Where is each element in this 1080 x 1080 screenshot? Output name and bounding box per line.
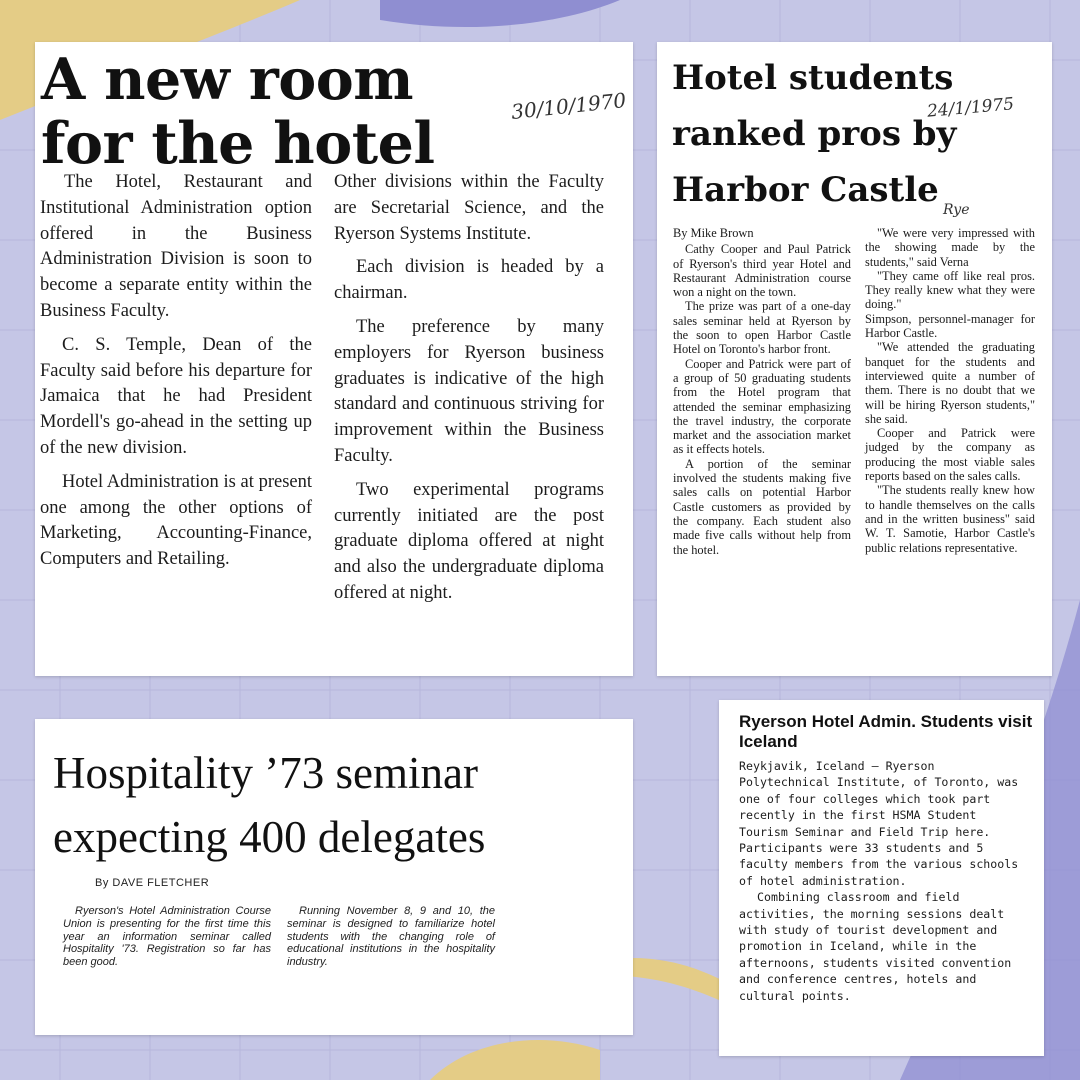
paragraph: Other divisions within the Faculty are Secretarial Science, and the Ryerson Systems Institute.: [334, 172, 604, 244]
article-column-left: [673, 226, 851, 557]
paragraph: "We were very impressed with the showing made by the students," said Verna: [865, 226, 1035, 269]
paragraph: The preference by many employers for Ryerson business graduates is indicative of the high standard and continuous striving for improvement within the Business Faculty.: [334, 316, 604, 466]
paragraph: Cathy Cooper and Paul Patrick of Ryerson's third year Hotel and Restaurant Administration course won a night on the town.: [673, 242, 851, 300]
paragraph: A portion of the seminar involved the students making five sales calls on potential Harbor Castle customers as provided by the company. Each student also made five calls without help from the hotel.: [673, 456, 851, 557]
clipping-new-room: [35, 42, 633, 676]
headline: A new room for the hotel: [41, 46, 435, 177]
paragraph: Cooper and Patrick were judged by the company as producing the most viable sales reports based on the sales calls.: [865, 426, 1035, 484]
article-column-right: [287, 905, 495, 969]
paragraph: Each division is headed by a chairman.: [334, 257, 604, 304]
article-body: [739, 758, 1029, 1004]
clipping-iceland: [719, 700, 1044, 1056]
paragraph: Running November 8, 9 and 10, the seminar is designed to familiarize hotel students with the changing role of educational institutions in the hospitality industry.: [287, 905, 495, 969]
byline: By Mike Brown: [673, 226, 754, 240]
headline: Hospitality ’73 seminar expecting 400 delegates: [53, 748, 486, 862]
paragraph: Simpson, personnel-manager for Harbor Castle.: [865, 311, 1035, 341]
article-column-left: [40, 170, 312, 581]
yellow-swoosh-bottom: [430, 1040, 600, 1080]
paragraph: Cooper and Patrick were part of a group of 50 graduating students from the Hotel program that attended the seminar emphasizing the travel industry, the corporate market and the association market as it effects hotels.: [673, 356, 851, 457]
paragraph: The Hotel, Restaurant and Institutional Administration option offered in the Business Administration Division is soon to become a separate entity within the Business Faculty.: [40, 172, 312, 321]
purple-swoosh-top: [380, 0, 620, 27]
clipping-harbor-castle: [657, 42, 1052, 676]
paragraph: Hotel Administration is at present one among the other options of Marketing, Accounting-Finance, Computers and Retailing.: [40, 471, 312, 570]
paragraph: Two experimental programs currently initiated are the post graduate diploma offered at night and also the undergraduate diploma offered at night.: [334, 479, 604, 603]
paragraph: "They came off like real pros. They really knew what they were doing.": [865, 268, 1035, 312]
handwritten-date: 24/1/1975: [926, 94, 1015, 122]
handwritten-date: 30/10/1970: [510, 88, 628, 124]
paragraph: Combining classroom and field activities, the morning sessions dealt with study of tourist development and promotion in Iceland, while in the afternoons, students visited convention and conference centres, hotels and cultural points.: [739, 890, 1012, 1003]
headline: Hotel students ranked pros by Harbor Castle: [672, 58, 957, 210]
paragraph: "The students really knew how to handle themselves on the calls and in the written business" said W. T. Samotie, Harbor Castle's public relations representative.: [865, 483, 1035, 555]
paragraph: C. S. Temple, Dean of the Faculty said before his departure for Jamaica that he had President Mordell's go-ahead in the setting up of the new division.: [40, 334, 312, 458]
clipping-hospitality-73: [35, 719, 633, 1035]
headline: Ryerson Hotel Admin. Students visit Iceland: [739, 712, 1033, 751]
handwritten-note: Rye: [943, 202, 970, 218]
article-column-right: [865, 226, 1035, 555]
article-column-left: [63, 905, 271, 969]
paragraph: The prize was part of a one-day sales seminar held at Ryerson by the soon to open Harbor Castle Hotel on Toronto's harbor front.: [673, 299, 851, 357]
byline: By DAVE FLETCHER: [95, 877, 210, 889]
paragraph: Reykjavik, Iceland — Ryerson Polytechnical Institute, of Toronto, was one of four colleges which took part recently in the first HSMA Student Tourism Seminar and Field Trip here. Participants were 33 students and 5 faculty members from the various schools of hotel administration.: [739, 759, 1019, 888]
paragraph: "We attended the graduating banquet for the students and interviewed quite a number of them. There is no doubt that we will be hiring Ryerson students," she said.: [865, 340, 1035, 426]
paragraph: Ryerson's Hotel Administration Course Union is presenting for the first time this year an information seminar called Hospitality '73. Registration so far has been good.: [63, 905, 271, 969]
article-column-right: [334, 170, 604, 615]
